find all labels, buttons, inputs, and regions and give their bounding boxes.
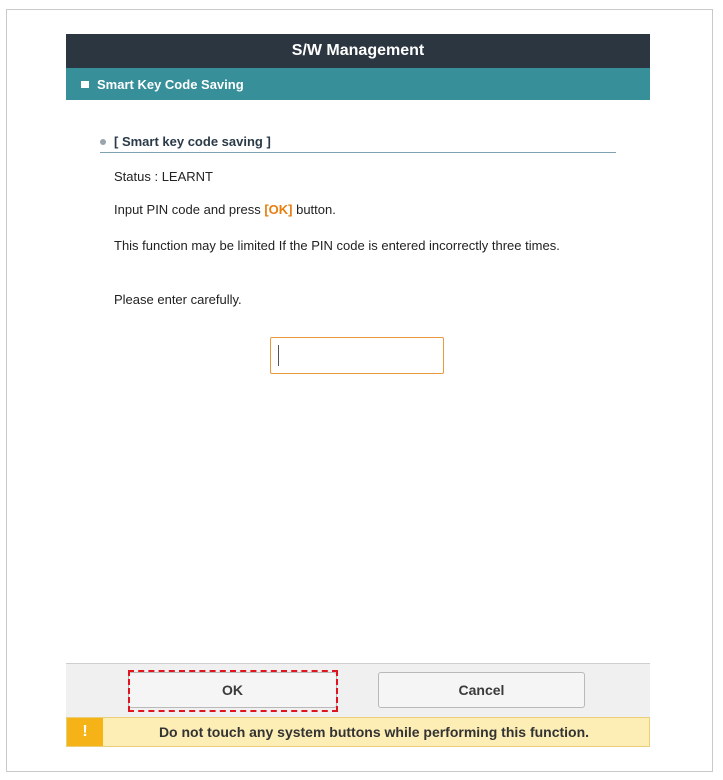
ok-button-label: OK xyxy=(222,682,243,698)
exclamation-icon xyxy=(67,718,103,746)
subheader-title: Smart Key Code Saving xyxy=(97,76,244,92)
cancel-button[interactable] xyxy=(378,672,585,708)
status-text: Status : LEARNT xyxy=(114,169,213,184)
button-bar xyxy=(66,663,650,717)
limit-warning-text: This function may be limited If the PIN code is entered incorrectly three times. xyxy=(114,238,560,253)
section-header xyxy=(100,130,616,153)
careful-text: Please enter carefully. xyxy=(114,292,242,307)
square-icon xyxy=(81,81,89,88)
instruction-prefix: Input PIN code and press xyxy=(114,202,265,217)
bullet-icon xyxy=(100,139,106,145)
ok-highlight: [OK] xyxy=(264,202,293,217)
warning-bar xyxy=(66,717,650,747)
window-title xyxy=(66,34,650,68)
window-title-text: S/W Management xyxy=(291,42,425,59)
instruction-text xyxy=(114,201,336,218)
text-caret xyxy=(278,345,279,366)
section-title: [ Smart key code saving ] xyxy=(114,133,271,149)
exclamation-glyph: ! xyxy=(82,723,88,740)
cancel-button-label: Cancel xyxy=(458,682,505,698)
warning-message: Do not touch any system buttons while performing this function. xyxy=(158,724,590,740)
subheader-bar xyxy=(66,68,650,100)
pin-code-input[interactable] xyxy=(270,337,444,374)
main-content xyxy=(66,100,650,663)
instruction-suffix: button. xyxy=(292,202,336,217)
ok-button[interactable] xyxy=(128,672,337,708)
